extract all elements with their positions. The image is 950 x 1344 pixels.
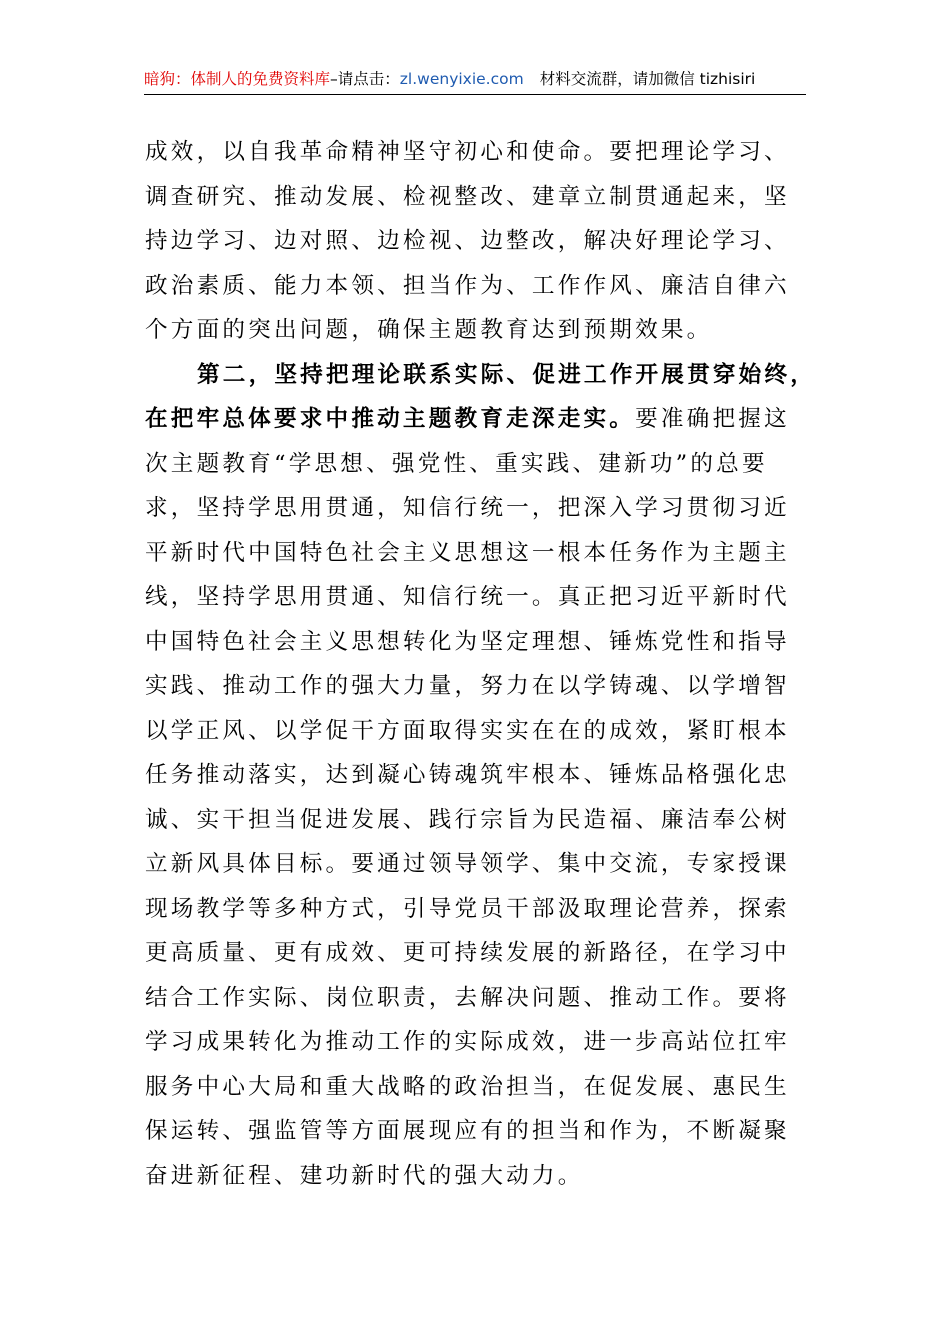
- text-line-rest: 要准确把握这: [635, 406, 790, 432]
- text-line: 调查研究、推动发展、检视整改、建章立制贯通起来，坚: [145, 183, 790, 210]
- text-line: 学习成果转化为推动工作的实际成效，进一步高站位扛牢: [145, 1029, 790, 1055]
- section-heading-line: 第二，坚持把理论联系实际、促进工作开展贯穿始终，: [197, 361, 817, 388]
- text-line: 以学正风、以学促干方面取得实实在在的成效，紧盯根本: [145, 717, 790, 744]
- text-line: 中国特色社会主义思想转化为坚定理想、锤炼党性和指导: [145, 628, 790, 655]
- text-line: 服务中心大局和重大战略的政治担当，在促发展、惠民生: [145, 1073, 790, 1100]
- header-url-link[interactable]: zl.wenyixie.com: [399, 70, 524, 88]
- text-line: 线，坚持学思用贯通、知信行统一。真正把习近平新时代: [145, 584, 790, 610]
- header-site-name: 暗狗：体制人的免费资料库: [144, 70, 331, 88]
- header-divider: [144, 94, 806, 95]
- text-line: 任务推动落实，达到凝心铸魂筑牢根本、锤炼品格强化忠: [145, 762, 790, 788]
- text-line: 成效，以自我革命精神坚守初心和使命。要把理论学习、: [145, 139, 790, 165]
- text-line: 诚、实干担当促进发展、践行宗旨为民造福、廉洁奉公树: [145, 806, 790, 833]
- text-line: [145, 397, 805, 442]
- page-header: [144, 68, 806, 90]
- text-line: 奋进新征程、建功新时代的强大动力。: [145, 1162, 584, 1189]
- text-line: 求，坚持学思用贯通，知信行统一，把深入学习贯彻习近: [145, 495, 790, 521]
- body-text: [145, 130, 817, 1198]
- text-line: 平新时代中国特色社会主义思想这一根本任务作为主题主: [145, 539, 790, 566]
- header-click-prefix: –请点击：: [330, 70, 400, 88]
- section-heading-continued: 在把牢总体要求中推动主题教育走深走实。: [145, 406, 636, 432]
- text-line: 立新风具体目标。要通过领导领学、集中交流，专家授课: [145, 851, 790, 877]
- text-line: 政治素质、能力本领、担当作为、工作作风、廉洁自律六: [145, 272, 790, 299]
- text-line: 个方面的突出问题，确保主题教育达到预期效果。: [145, 317, 713, 343]
- text-line: 更高质量、更有成效、更可持续发展的新路径，在学习中: [145, 940, 790, 966]
- header-group-text: 材料交流群，请加微信 tizhisiri: [539, 70, 756, 88]
- text-line: 次主题教育“学思想、强党性、重实践、建新功”的总要: [145, 450, 768, 477]
- text-line: 现场教学等多种方式，引导党员干部汲取理论营养，探索: [145, 895, 790, 922]
- text-line: 结合工作实际、岗位职责，去解决问题、推动工作。要将: [145, 984, 790, 1011]
- text-line: 保运转、强监管等方面展现应有的担当和作为，不断凝聚: [145, 1118, 790, 1144]
- text-line: 实践、推动工作的强大力量，努力在以学铸魂、以学增智: [145, 673, 790, 699]
- text-line: 持边学习、边对照、边检视、边整改，解决好理论学习、: [145, 228, 790, 254]
